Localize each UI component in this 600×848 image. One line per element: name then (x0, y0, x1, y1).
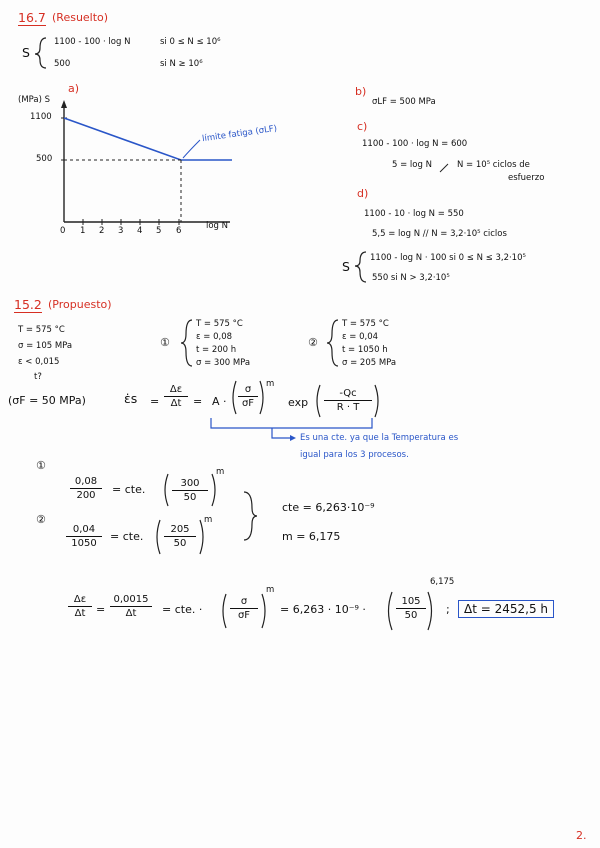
graph-y-tick-500-label: 500 (36, 154, 53, 164)
final-cte-label: = cte. · (162, 603, 203, 616)
creep-rate-symbol: ε̇s (124, 391, 138, 406)
case2-condition: si N ≥ 10⁶ (160, 59, 203, 69)
case1-condition: si 0 ≤ N ≤ 10⁶ (160, 37, 221, 47)
part-a-label: a) (68, 82, 80, 95)
system-eq1-ratio: $\frac{300}{50}$ (172, 478, 208, 503)
part-d-label: d) (357, 187, 369, 200)
given-stress: σ = 105 MPa (18, 341, 73, 351)
part-d-case1: 1100 - log N · 100 si 0 ≤ N ≤ 3,2·10⁵ (370, 253, 526, 263)
system-eq2-ratio: $\frac{205}{50}$ (164, 524, 196, 549)
system-eq2-exponent: m (204, 515, 213, 525)
part-d-case2: 550 si N > 3,2·10⁵ (372, 273, 450, 283)
creep-exp-fraction: $\frac{-Qc}{R \cdot T}$ (324, 388, 372, 413)
process-1-marker: ① (160, 336, 170, 349)
graph-y-tick-1100-label: 1100 (30, 112, 52, 122)
cte-arrow-line (272, 428, 292, 438)
creep-stress-ratio: $\frac{\sigma}{\sigma F}$ (238, 384, 258, 409)
problem-16-7-status: (Resuelto) (52, 11, 109, 24)
part-c-label: c) (357, 120, 368, 133)
given-sigma-f: (σF = 50 MPa) (8, 394, 86, 407)
part-d-line1: 1100 - 10 · log N = 550 (364, 209, 464, 219)
creep-exponent-m: m (266, 379, 275, 389)
creep-constant-A: A · (212, 395, 227, 408)
system-eq1-exponent: m (216, 467, 225, 477)
final-strain-fraction: $\frac{0,0015}{\Delta t}$ (110, 594, 152, 619)
creep-exp-label: exp (288, 396, 309, 409)
brace-d (355, 252, 366, 282)
final-stress-ratio: $\frac{\sigma}{\sigma F}$ (230, 596, 258, 621)
graph-x-tick-3: 3 (118, 226, 124, 236)
brace-system (244, 492, 257, 540)
proc2-temperature: T = 575 °C (342, 319, 389, 329)
creep-delta-fraction: $\frac{\Delta\varepsilon}{\Delta t}$ (164, 384, 188, 409)
part-c-line2b: N = 10⁵ ciclos de (457, 160, 530, 170)
proc1-strain: ε = 0,08 (196, 332, 233, 342)
problem-16-7-title: 16.7 (18, 10, 46, 25)
brace-16-7 (35, 38, 46, 68)
graph-y-axis-label: (MPa) S (18, 95, 51, 105)
part-c-line1: 1100 - 100 · log N = 600 (362, 139, 468, 149)
check-slash (440, 164, 448, 172)
system-eq1-lhs: $\frac{0,08}{200}$ (70, 476, 102, 501)
brace-proc2 (327, 320, 338, 366)
graph-x-tick-0: 0 (60, 226, 66, 236)
proc1-temperature: T = 575 °C (196, 319, 243, 329)
system-eq2-lhs: $\frac{0,04}{1050}$ (66, 524, 102, 549)
graph-x-tick-6: 6 (176, 226, 182, 236)
system-eq2-cte: = cte. (110, 530, 144, 543)
graph-x-axis-label: log N (206, 221, 229, 231)
given-temperature: T = 575 °C (18, 325, 65, 335)
part-b-text: σLF = 500 MPa (372, 97, 436, 107)
proc2-stress: σ = 205 MPa (342, 358, 397, 368)
constant-note-line2: igual para los 3 procesos. (300, 450, 409, 460)
graph-x-tick-2: 2 (99, 226, 105, 236)
graph-annotation: límite fatiga (σLF) (201, 123, 278, 145)
given-strain: ε < 0,015 (18, 357, 60, 367)
process-2-marker: ② (308, 336, 318, 349)
graph-y-arrow (61, 100, 67, 108)
part-b-label: b) (355, 85, 367, 98)
graph-x-tick-1: 1 (80, 226, 86, 236)
piecewise-s-symbol: S (22, 45, 30, 60)
system-eq2-marker: ② (36, 513, 46, 526)
part-d-line2: 5,5 = log N // N = 3,2·10⁵ ciclos (372, 229, 507, 239)
final-constant-value: = 6,263 · 10⁻⁹ · (280, 603, 366, 616)
final-answer-box: Δt = 2452,5 h (458, 600, 554, 618)
part-c-line3: esfuerzo (508, 173, 545, 183)
problem-15-2-title: 15.2 (14, 297, 42, 312)
system-eq1-cte: = cte. (112, 483, 146, 496)
page-number: 2. (576, 829, 587, 842)
graph-x-tick-5: 5 (156, 226, 162, 236)
constant-note-line1: Es una cte. ya que la Temperatura es (300, 433, 459, 443)
proc2-strain: ε = 0,04 (342, 332, 379, 342)
part-c-line2a: 5 = log N (392, 160, 432, 170)
final-lhs-fraction: $\frac{\Delta\varepsilon}{\Delta t}$ (68, 594, 92, 619)
final-exponent-value: 6,175 (430, 577, 455, 587)
system-eq1-marker: ① (36, 459, 46, 472)
part-d-s-symbol: S (342, 259, 350, 274)
final-ratio: $\frac{105}{50}$ (396, 596, 426, 621)
case2-expression: 500 (54, 59, 71, 69)
cte-bracket (211, 418, 372, 428)
brace-proc1 (181, 320, 192, 366)
result-cte: cte = 6,263·10⁻⁹ (282, 501, 375, 514)
proc2-time: t = 1050 h (342, 345, 388, 355)
graph-x-tick-4: 4 (137, 226, 143, 236)
graph-annotation-leader (183, 140, 200, 158)
result-m: m = 6,175 (282, 530, 341, 543)
case1-expression: 1100 - 100 · log N (54, 37, 131, 47)
cte-arrowhead (290, 435, 296, 441)
given-unknown-time: t? (34, 372, 42, 382)
proc1-stress: σ = 300 MPa (196, 358, 251, 368)
problem-15-2-status: (Propuesto) (48, 298, 112, 311)
proc1-time: t = 200 h (196, 345, 237, 355)
final-exponent-m: m (266, 585, 275, 595)
